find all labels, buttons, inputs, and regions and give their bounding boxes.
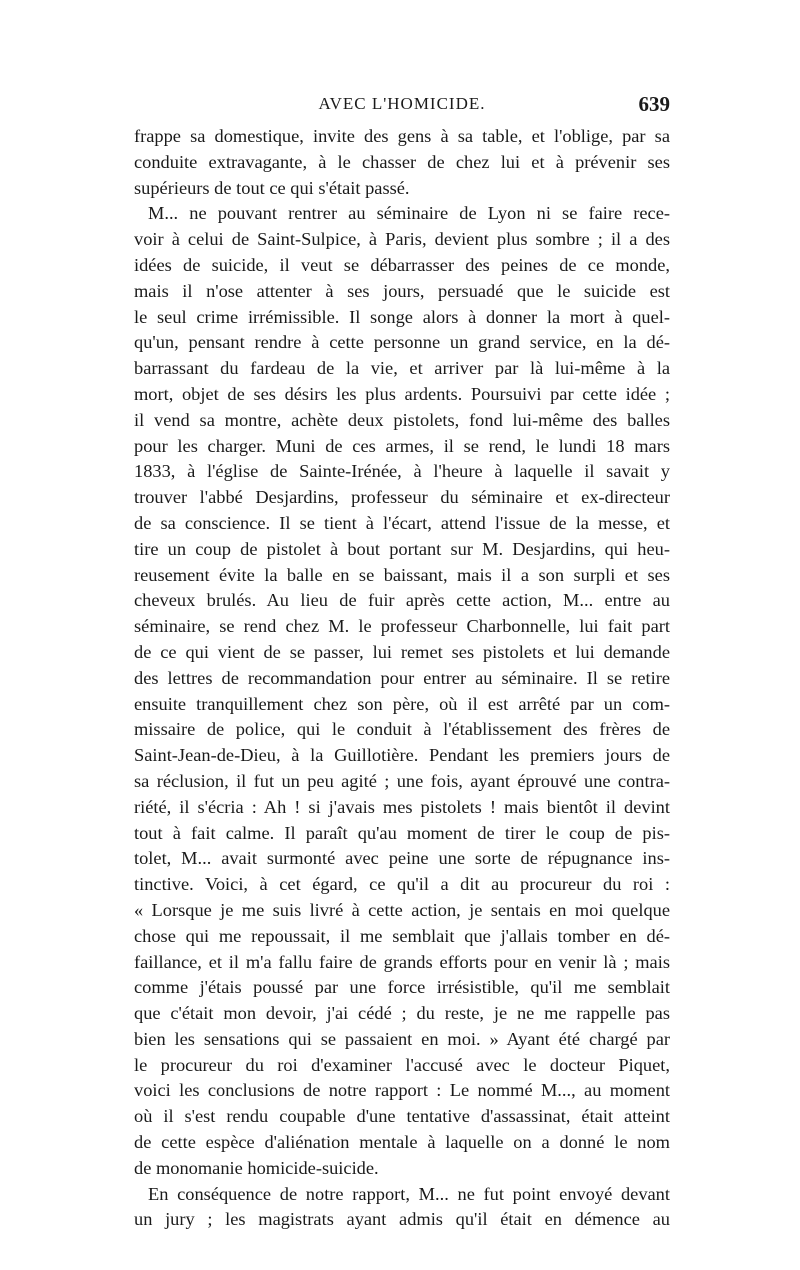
page-header xyxy=(134,92,670,118)
text-line: qu'un, pensant rendre à cette personne un grand service, en la dé- xyxy=(134,332,670,353)
text-line: barrassant du fardeau de la vie, et arriver par là lui-même à la xyxy=(134,358,670,379)
text-line: sa réclusion, il fut un peu agité ; une fois, ayant éprouvé une contra- xyxy=(134,770,670,791)
text-line: séminaire, se rend chez M. le professeur Charbonnelle, lui fait part xyxy=(134,616,670,637)
text-line: de ce qui vient de se passer, lui remet ses pistolets et lui demande xyxy=(134,641,670,662)
text-line: des lettres de recommandation pour entrer au séminaire. Il se retire xyxy=(134,667,670,688)
text-line: bien les sensations qui se passaient en moi. » Ayant été chargé par xyxy=(134,1028,670,1049)
text-line: 1833, à l'église de Sainte-Irénée, à l'heure à laquelle il savait y xyxy=(134,461,670,482)
text-line: de monomanie homicide-suicide. xyxy=(134,1157,379,1178)
text-line: tinctive. Voici, à cet égard, ce qu'il a dit au procureur du roi : xyxy=(134,874,670,895)
text-line: chose qui me repoussait, il me semblait que j'allais tomber en dé- xyxy=(134,925,670,946)
text-line: le seul crime irrémissible. Il songe alors à donner la mort à quel- xyxy=(134,306,670,327)
text-line: cheveux brulés. Au lieu de fuir après cette action, M... entre au xyxy=(134,590,670,611)
page-number: 639 xyxy=(638,92,670,116)
text-line: mais il n'ose attenter à ses jours, persuadé que le suicide est xyxy=(134,280,670,301)
text-line: En conséquence de notre rapport, M... ne fut point envoyé devant xyxy=(148,1183,670,1204)
text-line: de sa conscience. Il se tient à l'écart, attend l'issue de la messe, et xyxy=(134,512,670,533)
text-line: tout à fait calme. Il paraît qu'au moment de tirer le coup de pis- xyxy=(134,822,670,843)
text-line: il vend sa montre, achète deux pistolets, fond lui-même des balles xyxy=(134,409,670,430)
text-line: « Lorsque je me suis livré à cette action, je sentais en moi quelque xyxy=(134,899,670,920)
text-line: ensuite tranquillement chez son père, où il est arrêté par un com- xyxy=(134,693,670,714)
text-line: Saint-Jean-de-Dieu, à la Guillotière. Pendant les premiers jours de xyxy=(134,745,670,766)
text-line: supérieurs de tout ce qui s'était passé. xyxy=(134,177,410,198)
text-line: pour les charger. Muni de ces armes, il se rend, le lundi 18 mars xyxy=(134,435,670,456)
text-line: trouver l'abbé Desjardins, professeur du séminaire et ex-directeur xyxy=(134,487,670,508)
body-text xyxy=(134,124,670,1233)
text-line: faillance, et il m'a fallu faire de grands efforts pour en venir là ; mais xyxy=(134,951,670,972)
text-line: comme j'étais poussé par une force irrésistible, qu'il me semblait xyxy=(134,977,670,998)
text-line: M... ne pouvant rentrer au séminaire de Lyon ni se faire rece- xyxy=(148,203,670,224)
text-line: tire un coup de pistolet à bout portant sur M. Desjardins, qui heu- xyxy=(134,538,670,559)
text-line: où il s'est rendu coupable d'une tentative d'assassinat, était atteint xyxy=(134,1106,670,1127)
text-line: de cette espèce d'aliénation mentale à laquelle on a donné le nom xyxy=(134,1132,670,1153)
text-line: un jury ; les magistrats ayant admis qu'il était en démence au xyxy=(134,1209,670,1230)
text-line: conduite extravagante, à le chasser de chez lui et à prévenir ses xyxy=(134,151,670,172)
text-line: tolet, M... avait surmonté avec peine une sorte de répugnance ins- xyxy=(134,848,670,869)
text-line: riété, il s'écria : Ah ! si j'avais mes pistolets ! mais bientôt il devint xyxy=(134,796,670,817)
text-line: missaire de police, qui le conduit à l'établissement des frères de xyxy=(134,719,670,740)
text-line: le procureur du roi d'examiner l'accusé avec le docteur Piquet, xyxy=(134,1054,670,1075)
text-line: frappe sa domestique, invite des gens à sa table, et l'oblige, par sa xyxy=(134,126,670,146)
text-line: que c'était mon devoir, j'ai cédé ; du reste, je ne me rappelle pas xyxy=(134,1003,670,1024)
running-title: AVEC L'HOMICIDE. xyxy=(318,94,486,113)
text-line: voici les conclusions de notre rapport : Le nommé M..., au moment xyxy=(134,1080,670,1101)
text-line: mort, objet de ses désirs les plus ardents. Poursuivi par cette idée ; xyxy=(134,383,670,404)
text-line: reusement évite la balle en se baissant, mais il a son surpli et ses xyxy=(134,564,670,585)
text-line: idées de suicide, il veut se débarrasser des peines de ce monde, xyxy=(134,254,670,275)
text-line: voir à celui de Saint-Sulpice, à Paris, devient plus sombre ; il a des xyxy=(134,229,670,250)
